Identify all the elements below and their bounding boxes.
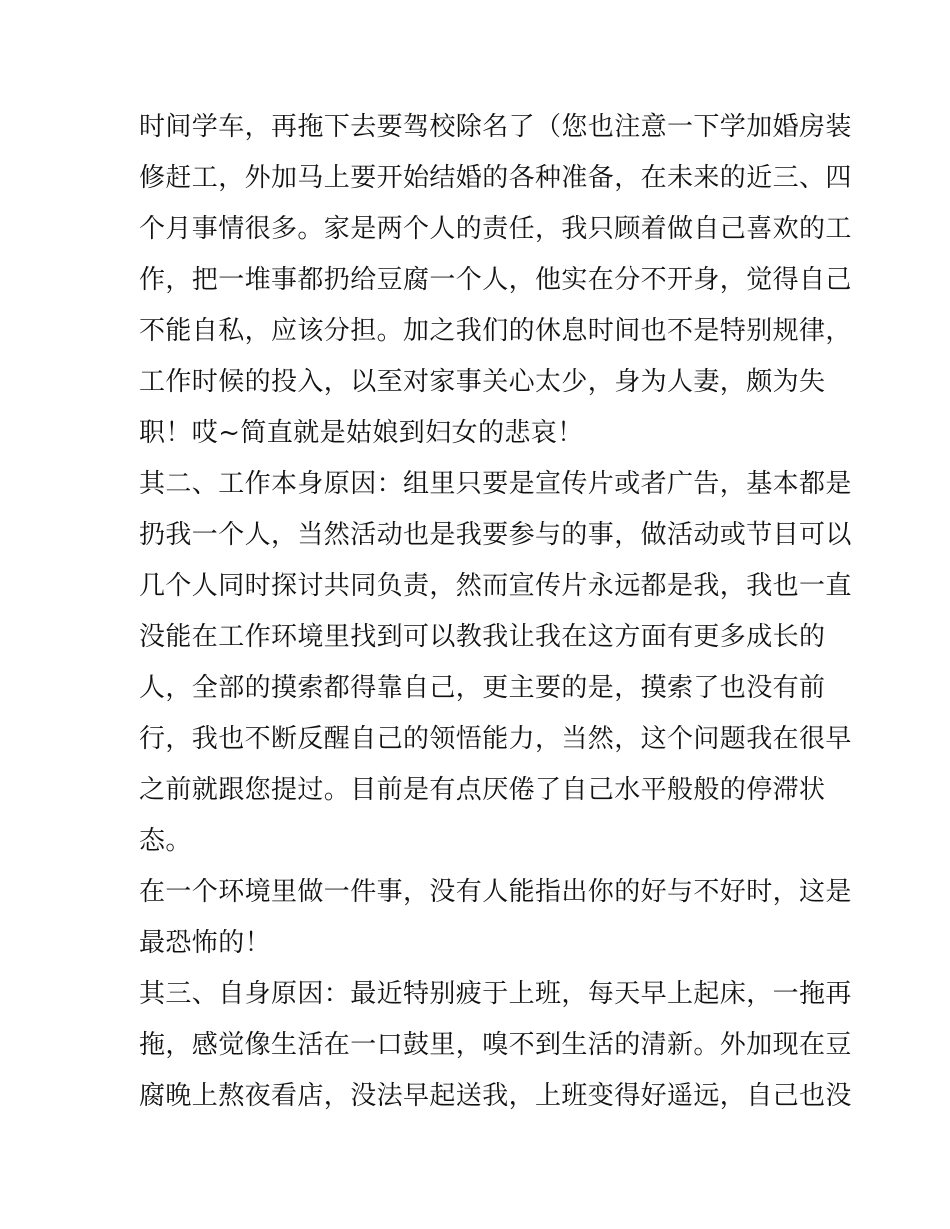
- text-line: 拖，感觉像生活在一口鼓里，嗅不到生活的清新。外加现在豆: [139, 1030, 852, 1060]
- text-line: 腐晚上熬夜看店，没法早起送我，上班变得好遥远，自己也没: [139, 1081, 852, 1111]
- text-line: 最恐怖的！: [139, 928, 272, 958]
- document-body: [139, 102, 852, 1122]
- text-line: 人，全部的摸索都得靠自己，更主要的是，摸索了也没有前: [139, 673, 826, 703]
- text-line: 工作时候的投入，以至对家事关心太少，身为人妻，颇为失: [139, 367, 826, 397]
- text-line: 行，我也不断反醒自己的领悟能力，当然，这个问题我在很早: [139, 724, 852, 754]
- text-line: 没能在工作环境里找到可以教我让我在这方面有更多成长的: [139, 622, 826, 652]
- text-line: 其二、工作本身原因：组里只要是宣传片或者广告，基本都是: [139, 469, 852, 499]
- text-line: 不能自私，应该分担。加之我们的休息时间也不是特别规律，: [139, 316, 852, 346]
- text-line: 时间学车，再拖下去要驾校除名了（您也注意一下学加婚房装: [139, 112, 852, 142]
- text-line: 在一个环境里做一件事，没有人能指出你的好与不好时，这是: [139, 877, 852, 907]
- text-line: 态。: [139, 826, 192, 856]
- text-line: 个月事情很多。家是两个人的责任，我只顾着做自己喜欢的工: [139, 214, 852, 244]
- text-line: 几个人同时探讨共同负责，然而宣传片永远都是我，我也一直: [139, 571, 852, 601]
- text-line: 其三、自身原因：最近特别疲于上班，每天早上起床，一拖再: [139, 979, 852, 1009]
- text-line: 之前就跟您提过。目前是有点厌倦了自己水平般般的停滞状: [139, 775, 826, 805]
- text-line: 作，把一堆事都扔给豆腐一个人，他实在分不开身，觉得自己: [139, 265, 852, 295]
- text-line: 职！哎~简直就是姑娘到妇女的悲哀！: [139, 418, 584, 448]
- text-line: 修赶工，外加马上要开始结婚的各种准备，在未来的近三、四: [139, 163, 852, 193]
- text-line: 扔我一个人，当然活动也是我要参与的事，做活动或节目可以: [139, 520, 852, 550]
